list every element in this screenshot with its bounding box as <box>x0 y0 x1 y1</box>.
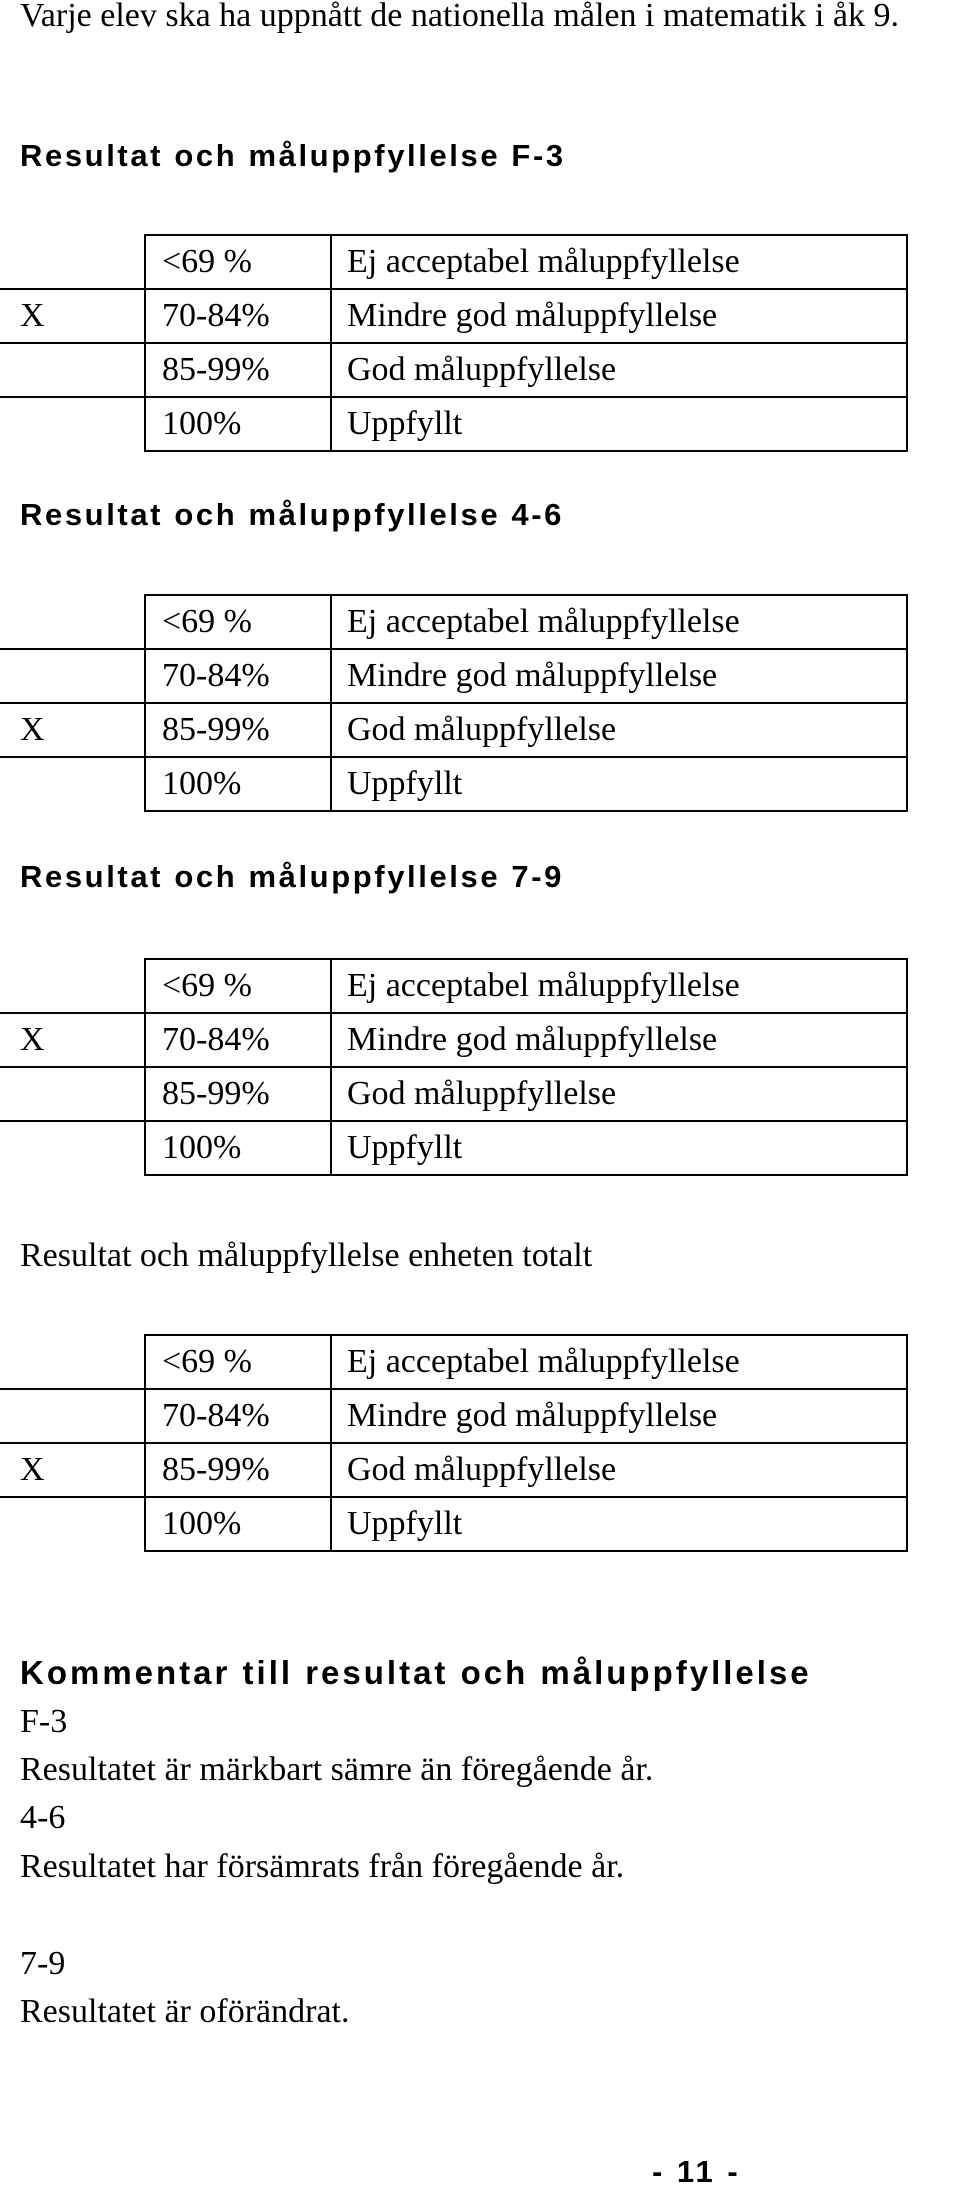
label-cell: Ej acceptabel måluppfyllelse <box>331 959 907 1013</box>
goal-table-total <box>0 1334 908 1552</box>
range-cell: 100% <box>145 397 331 451</box>
goal-table-7-9 <box>0 958 908 1176</box>
page-number: - 11 - <box>652 2154 741 2189</box>
mark-cell: X <box>0 289 145 343</box>
table-row <box>0 757 907 811</box>
mark-cell <box>0 595 145 649</box>
range-cell: 85-99% <box>145 1067 331 1121</box>
label-cell: Uppfyllt <box>331 397 907 451</box>
mark-cell <box>0 397 145 451</box>
range-cell: 70-84% <box>145 649 331 703</box>
label-cell: God måluppfyllelse <box>331 1067 907 1121</box>
range-cell: 70-84% <box>145 1013 331 1067</box>
table-row <box>0 1389 907 1443</box>
range-cell: 70-84% <box>145 1389 331 1443</box>
label-cell: Mindre god måluppfyllelse <box>331 289 907 343</box>
mark-cell: X <box>0 703 145 757</box>
label-cell: God måluppfyllelse <box>331 343 907 397</box>
range-cell: <69 % <box>145 235 331 289</box>
mark-cell <box>0 959 145 1013</box>
comment-heading: Kommentar till resultat och måluppfyllelse <box>20 1654 812 1691</box>
goal-table-4-6 <box>0 594 908 812</box>
label-cell: Ej acceptabel måluppfyllelse <box>331 235 907 289</box>
comment-line: Resultatet har försämrats från föregående år. <box>20 1848 625 1885</box>
mark-cell: X <box>0 1443 145 1497</box>
label-cell: Uppfyllt <box>331 757 907 811</box>
table-row <box>0 397 907 451</box>
range-cell: <69 % <box>145 1335 331 1389</box>
label-cell: Ej acceptabel måluppfyllelse <box>331 1335 907 1389</box>
section-title-7-9: Resultat och måluppfyllelse 7-9 <box>20 859 565 894</box>
range-cell: 100% <box>145 1121 331 1175</box>
table-row <box>0 1443 907 1497</box>
intro-text: Varje elev ska ha uppnått de nationella målen i matematik i åk 9. <box>20 0 899 34</box>
mark-cell <box>0 757 145 811</box>
range-cell: <69 % <box>145 959 331 1013</box>
label-cell: Mindre god måluppfyllelse <box>331 649 907 703</box>
label-cell: Uppfyllt <box>331 1121 907 1175</box>
label-cell: Mindre god måluppfyllelse <box>331 1013 907 1067</box>
section-title-4-6: Resultat och måluppfyllelse 4-6 <box>20 497 565 532</box>
range-cell: 100% <box>145 1497 331 1551</box>
table-row <box>0 649 907 703</box>
goal-table-f3 <box>0 234 908 452</box>
table-row <box>0 289 907 343</box>
label-cell: Mindre god måluppfyllelse <box>331 1389 907 1443</box>
label-cell: God måluppfyllelse <box>331 1443 907 1497</box>
label-cell: Uppfyllt <box>331 1497 907 1551</box>
table-row <box>0 1013 907 1067</box>
mark-cell <box>0 1497 145 1551</box>
mark-cell <box>0 343 145 397</box>
label-cell: Ej acceptabel måluppfyllelse <box>331 595 907 649</box>
table-row <box>0 1067 907 1121</box>
range-cell: <69 % <box>145 595 331 649</box>
table-row <box>0 235 907 289</box>
range-cell: 100% <box>145 757 331 811</box>
table-row <box>0 595 907 649</box>
comment-line: Resultatet är oförändrat. <box>20 1993 350 2030</box>
range-cell: 85-99% <box>145 1443 331 1497</box>
comment-line: Resultatet är märkbart sämre än föregående år. <box>20 1751 654 1788</box>
table-row <box>0 703 907 757</box>
table-row <box>0 1335 907 1389</box>
range-cell: 85-99% <box>145 703 331 757</box>
comment-line: 4-6 <box>20 1799 66 1836</box>
comment-line: F-3 <box>20 1703 68 1740</box>
mark-cell <box>0 1389 145 1443</box>
table-row <box>0 1497 907 1551</box>
table-row <box>0 343 907 397</box>
table-row <box>0 959 907 1013</box>
mark-cell <box>0 649 145 703</box>
mark-cell <box>0 1335 145 1389</box>
range-cell: 85-99% <box>145 343 331 397</box>
comment-line: 7-9 <box>20 1945 66 1982</box>
section-title-f3: Resultat och måluppfyllelse F-3 <box>20 138 566 173</box>
label-cell: God måluppfyllelse <box>331 703 907 757</box>
range-cell: 70-84% <box>145 289 331 343</box>
section-title-total: Resultat och måluppfyllelse enheten totalt <box>20 1237 593 1274</box>
mark-cell <box>0 1067 145 1121</box>
mark-cell: X <box>0 1013 145 1067</box>
mark-cell <box>0 235 145 289</box>
mark-cell <box>0 1121 145 1175</box>
table-row <box>0 1121 907 1175</box>
